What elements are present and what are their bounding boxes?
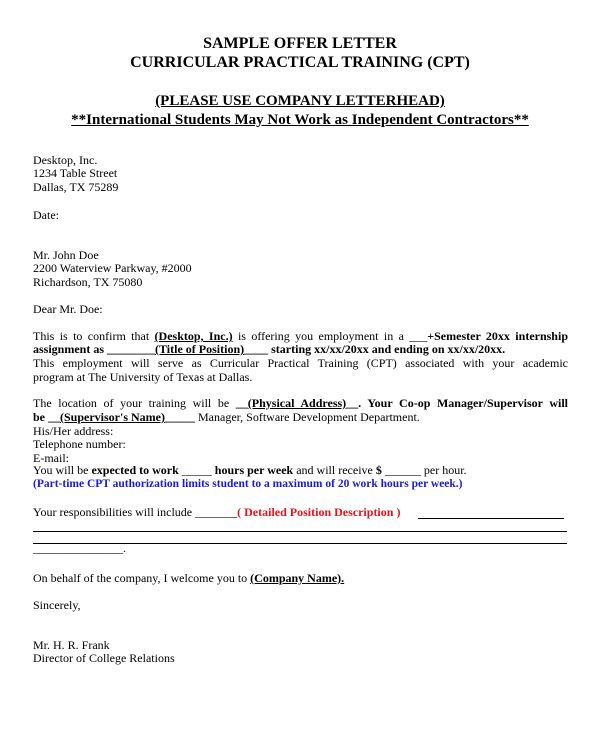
para1-line4: program at The University of Texas at Dallas. [33, 370, 253, 384]
salutation: Dear Mr. Doe: [33, 302, 103, 316]
position-field: (Title of Position) [155, 342, 245, 356]
company-name-field: (Company Name). [250, 571, 345, 585]
signer-name: Mr. H. R. Frank [33, 638, 110, 652]
hours-line: You will be expected to work _____ hours per week and will receive $ ______ per hour. [33, 463, 467, 477]
telephone-label: Telephone number: [33, 437, 126, 451]
email-label: E-mail: [33, 451, 69, 465]
responsibilities-end-mark: _______________. [33, 541, 126, 555]
contractor-warning: **International Students May Not Work as Independent Contractors** [71, 112, 529, 128]
company-field: (Desktop, Inc.) [154, 329, 233, 343]
letter-title: SAMPLE OFFER LETTER [203, 35, 397, 52]
sincerely: Sincerely, [33, 598, 81, 612]
welcome-line: On behalf of the company, I welcome you to (Company Name). [33, 571, 345, 585]
sender-company: Desktop, Inc. [33, 153, 98, 167]
responsibilities-line: Your responsibilities will include _______( Detailed Position Description ) [33, 505, 401, 519]
para1-line1: This is to confirm that (Desktop, Inc.) is offering you employment in a ___+Semester 20xx internship [33, 329, 568, 343]
para1-line3: This employment will serve as Curricular Practical Training (CPT) associated with your academic [33, 356, 568, 370]
recipient-city: Richardson, TX 75080 [33, 275, 143, 289]
recipient-name: Mr. John Doe [33, 248, 99, 262]
responsibilities-rule-tail [418, 518, 564, 519]
signer-title: Director of College Relations [33, 651, 175, 665]
sender-city: Dallas, TX 75289 [33, 180, 119, 194]
letter-subtitle: CURRICULAR PRACTICAL TRAINING (CPT) [130, 54, 470, 71]
para2-line1: The location of your training will be __(Physical Address)__. Your Co-op Manager/Supervisor will [33, 396, 568, 410]
address-field: (Physical Address) [247, 396, 347, 410]
sender-street: 1234 Table Street [33, 166, 118, 180]
cpt-hours-note: (Part-time CPT authorization limits student to a maximum of 20 work hours per week.) [33, 478, 463, 490]
date-label: Date: [33, 208, 59, 222]
recipient-street: 2200 Waterview Parkway, #2000 [33, 261, 192, 275]
his-her-address: His/Her address: [33, 424, 114, 438]
responsibilities-rule-1 [33, 531, 567, 532]
para1-line2: assignment as ________(Title of Position)____ starting xx/xx/20xx and ending on xx/xx/20xx. [33, 342, 506, 356]
letterhead-note: (PLEASE USE COMPANY LETTERHEAD) [155, 93, 445, 109]
position-description-field: ( Detailed Position Description ) [237, 505, 401, 519]
para2-line2: be __(Supervisor's Name)_____ Manager, Software Development Department. [33, 410, 420, 424]
supervisor-field: (Supervisor's Name) [60, 410, 165, 424]
